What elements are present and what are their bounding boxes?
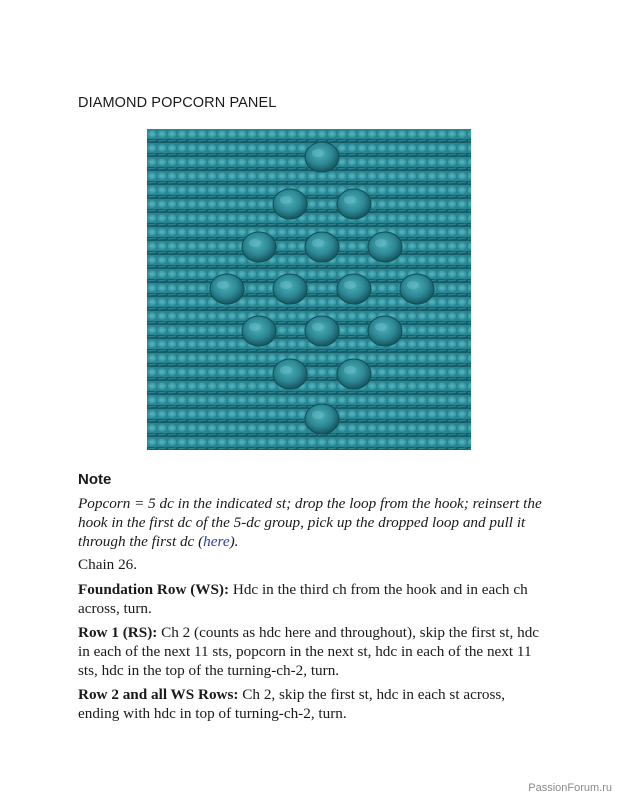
- foundation-row-label: Foundation Row (WS):: [78, 581, 230, 598]
- popcorn-stitch: [337, 274, 371, 304]
- note-text-before-link: Popcorn = 5 dc in the indicated st; drop the loop from the hook; reinsert the hook in the first dc of the 5-dc group, pick up the dropped loop and pull it through the first dc (: [78, 495, 542, 550]
- popcorn-highlight: [407, 281, 419, 289]
- popcorn-highlight: [312, 323, 324, 331]
- page-title: DIAMOND POPCORN PANEL: [78, 95, 277, 111]
- here-link[interactable]: here: [203, 533, 230, 550]
- row1-instruction: [78, 623, 548, 680]
- popcorn-highlight: [344, 196, 356, 204]
- popcorn-stitch: [337, 359, 371, 389]
- row2-text: Ch 2, skip the first st, hdc in each st across, ending with hdc in top of turning-ch-2, turn.: [78, 686, 506, 722]
- popcorn-highlight: [375, 323, 387, 331]
- popcorn-stitch: [273, 359, 307, 389]
- popcorn-highlight: [375, 239, 387, 247]
- note-text-after-link: ).: [229, 533, 239, 550]
- popcorn-stitch: [210, 274, 244, 304]
- watermark: PassionForum.ru: [528, 782, 612, 794]
- popcorn-stitch: [273, 274, 307, 304]
- foundation-row-text: Hdc in the third ch from the hook and in each ch across, turn.: [78, 581, 528, 617]
- popcorn-highlight: [280, 281, 292, 289]
- crochet-swatch-photo: [147, 129, 471, 450]
- row2-label: Row 2 and all WS Rows:: [78, 686, 239, 703]
- popcorn-stitch: [337, 189, 371, 219]
- note-heading: Note: [78, 471, 112, 488]
- popcorn-highlight: [280, 366, 292, 374]
- popcorn-highlight: [249, 323, 261, 331]
- popcorn-stitch: [242, 316, 276, 346]
- popcorn-stitch: [368, 232, 402, 262]
- popcorn-highlight: [312, 239, 324, 247]
- popcorn-highlight: [344, 281, 356, 289]
- chain-instruction: Chain 26.: [78, 556, 138, 573]
- popcorn-highlight: [312, 149, 324, 157]
- row1-label: Row 1 (RS):: [78, 624, 158, 641]
- note-text: [78, 494, 548, 551]
- foundation-row-instruction: [78, 580, 548, 618]
- popcorn-highlight: [344, 366, 356, 374]
- row2-instruction: [78, 685, 548, 723]
- popcorn-highlight: [217, 281, 229, 289]
- popcorn-stitch: [273, 189, 307, 219]
- popcorn-stitch: [242, 232, 276, 262]
- popcorn-stitch: [305, 142, 339, 172]
- popcorn-stitch: [400, 274, 434, 304]
- row1-text: Ch 2 (counts as hdc here and throughout), skip the first st, hdc in each of the next 11 sts, popcorn in the next st, hdc in each of the next 11 sts, hdc in the top of the turning-ch-2, turn.: [78, 624, 540, 679]
- popcorn-stitch: [305, 404, 339, 434]
- popcorn-highlight: [249, 239, 261, 247]
- popcorn-stitch: [305, 316, 339, 346]
- swatch-svg: [147, 129, 471, 450]
- popcorn-highlight: [280, 196, 292, 204]
- popcorn-stitch: [305, 232, 339, 262]
- popcorn-highlight: [312, 411, 324, 419]
- popcorn-stitch: [368, 316, 402, 346]
